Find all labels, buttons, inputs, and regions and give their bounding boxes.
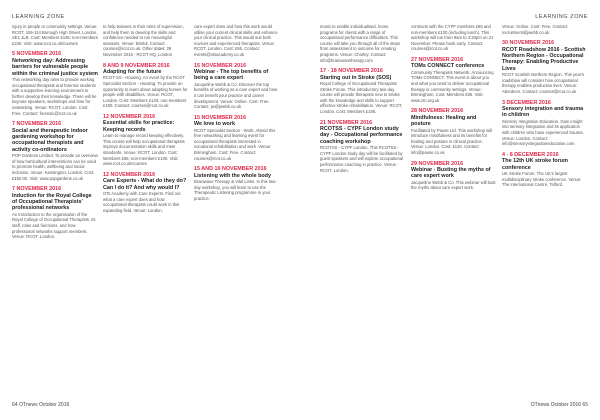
- events-column-5: [411, 24, 497, 396]
- event-description: care expert does and how this work would utilise your current clinical skills and enhance your clinical practice. This would suit both novices and experienced therapists. Venue: RCOT, London. Cost: £95. Contact: events@otsacademy.co.uk: [194, 24, 278, 57]
- event-date: 15 AND 16 NOVEMBER 2016: [194, 166, 267, 173]
- event-description: contracts with the CYPF members £95 and non-members £130 (including lunch). This workshop will run from 9am to 4:30pm on 21 November. Please book early. Contact: courses@rcot.co.uk: [411, 24, 494, 52]
- event-date: 4 - 8 DECEMBER 2016: [502, 151, 559, 158]
- event-entry: [411, 108, 497, 155]
- event-description: Jacqueline Webb & Co. This webinar will bust the myths about care expert work.: [411, 179, 496, 191]
- event-title: We love to work: [194, 121, 235, 128]
- event-description: Learn to manage record keeping effectively. This course will help occupational therapists improve documentation skills and meet standards. Venue: RCOT, London. Cost: Members £65; non-members £100. Visit: www.rcot.co.uk/courses: [103, 133, 185, 167]
- event-description: Community Therapists Network. Announcing TOMs CONNECT. This event is about you and what you need to deliver occupational therapy in community settings. Venue: Birmingham. Cost: Members £95. Visit: www.ctn.org.uk: [411, 69, 494, 103]
- event-date: 3 DECEMBER 2016: [502, 99, 551, 106]
- event-description: Facilitated by Pause Ltd. This workshop will introduce mindfulness and its benefits for healing and posture in clinical practice. Venue: London. Cost: £120. Contact: info@pause.co.uk: [411, 127, 492, 155]
- events-column-4: [320, 24, 406, 396]
- event-description: An introduction to the organisation of the Royal College of Occupational Therapists, its staff, roles and functions, and how professional networks support members. Venue: RCOT, London.: [12, 211, 96, 240]
- event-title: Mindfulness: Healing and posture: [411, 114, 477, 128]
- events-column-6: [502, 24, 588, 396]
- event-date: 17 - 18 NOVEMBER 2016: [320, 68, 383, 75]
- event-title: Induction for the Royal College of Occupational Therapists' professional networks: [12, 192, 92, 212]
- event-entry: [320, 24, 406, 63]
- event-date: 15 NOVEMBER 2016: [194, 114, 247, 121]
- event-entry: [411, 24, 497, 52]
- event-entry: [194, 24, 280, 58]
- event-entry: [502, 100, 588, 147]
- event-entry: [103, 63, 189, 109]
- event-entry: [502, 24, 588, 35]
- section-title-left: LEARNING ZONE: [12, 14, 65, 20]
- event-title: Sensory integration and trauma in children: [502, 106, 584, 119]
- event-description: Sensory Integration Education. Gain insight into sensory integration and its application with children who have experienced trauma. Venue: London. Contact: info@sensoryintegrationeducation.com: [502, 118, 584, 147]
- event-date: 12 NOVEMBER 2016: [103, 113, 156, 120]
- event-description: OTs Academy with Care Experts. Find out what a care expert does and how occupational therapists could work in this expanding field. Venue: London.: [103, 190, 181, 213]
- event-entry: [194, 115, 280, 161]
- event-date: 15 NOVEMBER 2016: [194, 62, 247, 69]
- event-description: POP Gardens Limited. To provide an overview of how horticultural interventions can be used to promote health, wellbeing and social inclusion. Venue: Kensington, London. Cost: £150.00. Visit: www.popgardens.co.uk: [12, 153, 98, 181]
- event-description: This networking day aims to provide working occupational therapists and forensic students with a supportive learning environment to further develop their knowledge. There will be keynote speakers, workshops and time for networking. Venue: RCOT, London. Cost: Free. Contact: forensic@rcot.co.uk: [12, 77, 97, 116]
- event-entry: [103, 114, 189, 167]
- event-description: to help trainees in their roles of supervision, and help them to develop the skills and confidence needed to run meaningful sessions. Venue: Bristol. Contact: courses@rcot.co.uk. Other dates: 29 November 2016 - RCOT HQ, London: [103, 24, 184, 57]
- section-title-right: LEARNING ZONE: [535, 14, 588, 20]
- event-entry: [502, 40, 588, 94]
- page-header: [0, 14, 600, 24]
- event-title: The 12th UK stroke forum conference: [502, 158, 568, 171]
- event-entry: [103, 24, 189, 58]
- event-description: RCOT Scottish Northern Region. This year's roadshow will consider how occupational therapy enables productive lives. Venue: Aberdeen. Contact: courses@rcot.co.uk: [502, 72, 585, 94]
- event-entry: [320, 120, 406, 174]
- event-title: RCOT Roadshow 2016 - Scottish Northern Region - Occupational Therapy: Enabling Productive Lives: [502, 46, 586, 72]
- event-title: RCOTSS - CYPF London study day - Occupational performance coaching workshop: [320, 125, 403, 145]
- event-description: music to enable individualised, home programs for clients with a range of occupational performance difficulties. This course will take you through all of the steps from assessment to outcome for creating programs. Venue: Chorley. Contact: info@brainwavetherapy.com: [320, 24, 401, 63]
- footer-left: 64 OTnews October 2016: [12, 402, 70, 408]
- event-date: 12 NOVEMBER 2016: [103, 171, 156, 178]
- event-title: TOMs CONNECT conference: [411, 63, 485, 70]
- event-date: 8 AND 9 NOVEMBER 2016: [103, 62, 170, 69]
- event-entry: [103, 172, 189, 214]
- events-column-1: [12, 24, 98, 396]
- event-entry: [12, 121, 98, 181]
- event-entry: [502, 152, 588, 188]
- event-date: 27 NOVEMBER 2016: [411, 56, 464, 63]
- event-date: 5 NOVEMBER 2016: [12, 51, 62, 58]
- event-title: Essential skills for practice: Keeping records: [103, 120, 175, 133]
- event-title: Care Experts - What do they do? Can I do it? And why would I?: [103, 178, 187, 191]
- events-column-2: [103, 24, 189, 396]
- event-date: 21 NOVEMBER 2016: [320, 119, 373, 126]
- event-description: Royal College of Occupational Therapists Stroke Forum. This introductory two-day course will provide therapists new to stroke with the knowledge and skills to support effective stroke rehabilitation. Venue: RCOT, London. Cost: Members £190.: [320, 80, 403, 114]
- event-title: Listening with the whole body: [194, 172, 271, 179]
- page-footer: [0, 402, 600, 412]
- event-date: 30 NOVEMBER 2016: [502, 40, 555, 47]
- event-description: RCOT Specialist Section - Work. Attend this free networking and learning event for occupational therapists interested in vocational rehabilitation and work. Venue: Birmingham. Cost: Free. Contact: courses@rcot.co.uk: [194, 127, 276, 161]
- event-entry: [12, 24, 98, 46]
- event-title: Social and therapeutic indoor gardening workshop for occupational therapists and activity co-ordinators: [12, 127, 88, 153]
- event-entry: [194, 166, 280, 201]
- footer-right: OTnews October 2016 65: [530, 402, 588, 408]
- event-date: 29 NOVEMBER 2016: [411, 160, 464, 167]
- event-description: UK Stroke Forum. The UK's largest multidisciplinary stroke conference. Venue: The International Centre, Telford.: [502, 171, 582, 188]
- event-date: 7 NOVEMBER 2016: [12, 186, 62, 193]
- event-entry: [12, 51, 98, 116]
- event-entry: [411, 161, 497, 191]
- event-entry: [12, 186, 98, 240]
- event-description: Venue: Online. Cost: Free. Contact: recruitment@jwebb.co.uk: [502, 24, 569, 35]
- event-description: Brainwave Therapy & Vital Links. In this two-day workshop, you will learn to use the Therapeutic Listening programme in your practice.: [194, 178, 277, 201]
- event-description: RCOT-SS - Housing. An event by the RCOT Specialist Section - Housing. To provide an opportunity to learn about adapting homes for people with disabilities. Venue: RCOT, London. Cost: Members £120; non-members £180. Contact: courses@rcot.co.uk: [103, 75, 188, 109]
- event-description: injury in people or community settings. Venue: RCOT, 106-114 Borough High Street, London, SE1 1LB. Cost: Members £165; non-members £230. Visit: www.rcot.co.uk/courses: [12, 24, 98, 46]
- event-title: Webinar - The top benefits of being a care expert: [194, 68, 269, 82]
- event-title: Starting out in Stroke (SOS): [320, 74, 392, 81]
- event-entry: [320, 68, 406, 114]
- event-title: Networking day: Addressing barriers for vulnerable people within the criminal justice system: [12, 57, 98, 77]
- events-column-3: [194, 24, 280, 396]
- event-description: RCOTSS - CYPF London. This RCOTSS - CYPF London study day will be facilitated by guest speakers and will explore occupational performance coaching in practice. Venue: RCOT, London.: [320, 145, 404, 173]
- event-title: Adapting for the future: [103, 68, 162, 75]
- event-date: 28 NOVEMBER 2016: [411, 108, 464, 115]
- event-entry: [194, 63, 280, 110]
- event-title: Webinar - Busting the myths of care expert work: [411, 166, 491, 180]
- event-entry: [411, 57, 497, 103]
- event-date: 7 NOVEMBER 2016: [12, 121, 62, 128]
- event-description: Jacqueline Webb & Co. Discover the top benefits of working as a care expert and how it can benefit your practice and career development. Venue: Online. Cost: Free. Contact: jw@jwebb.co.uk: [194, 81, 278, 110]
